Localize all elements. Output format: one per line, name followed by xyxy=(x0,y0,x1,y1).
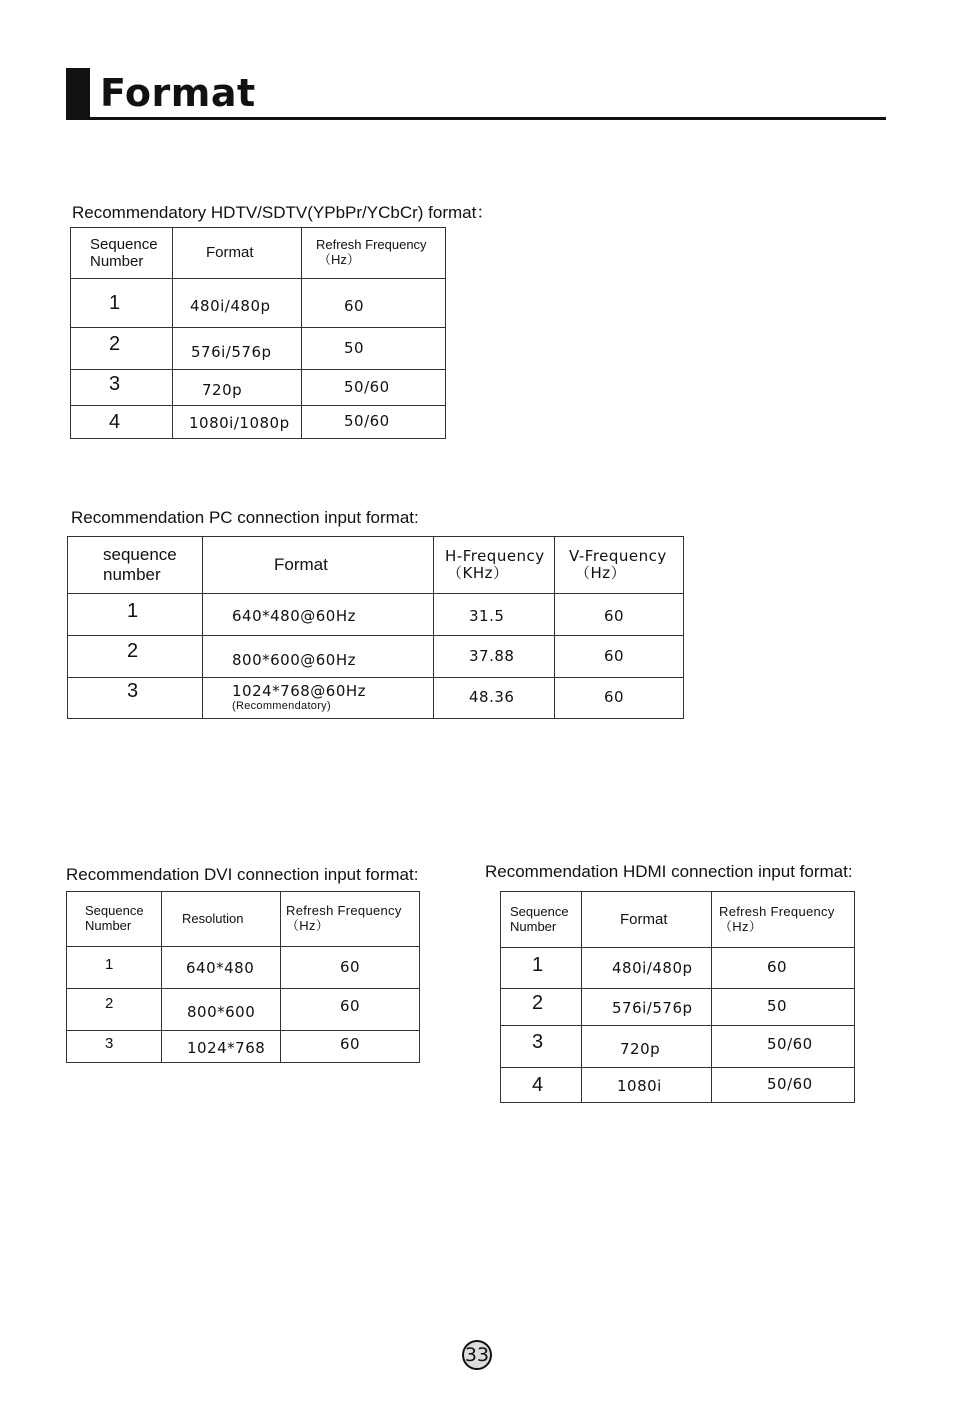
header-refresh-frequency: Refresh Frequency （Hz） xyxy=(281,892,420,947)
heading-bar xyxy=(66,68,90,119)
header-v-frequency: V-Frequency （Hz） xyxy=(555,537,684,594)
hdtv-caption: Recommendatory HDTV/SDTV(YPbPr/YCbCr) format： xyxy=(72,203,494,222)
table-row: 4 1080i 50/60 xyxy=(501,1068,855,1103)
header-format: Format xyxy=(582,892,712,948)
hdmi-table xyxy=(500,891,855,1103)
header-format: Format xyxy=(203,537,434,594)
table-header-row xyxy=(501,892,855,948)
table-row: 1 640*480@60Hz 31.5 60 xyxy=(68,594,684,636)
table-row: 3 1024*768 60 xyxy=(67,1031,420,1063)
table-row: 2 576i/576p 50 xyxy=(71,328,446,370)
table-row: 3 720p 50/60 xyxy=(71,370,446,406)
table-row: 1 640*480 60 xyxy=(67,947,420,989)
page-number: 33 xyxy=(462,1340,492,1370)
hdmi-caption: Recommendation HDMI connection input format: xyxy=(485,862,853,881)
page-title: Format xyxy=(100,71,256,115)
dvi-caption: Recommendation DVI connection input format: xyxy=(66,865,419,884)
table-row: 2 800*600 60 xyxy=(67,989,420,1031)
hdtv-table xyxy=(70,227,446,439)
table-header-row xyxy=(71,228,446,279)
table-row: 4 1080i/1080p 50/60 xyxy=(71,406,446,439)
heading-rule xyxy=(66,117,886,120)
header-refresh-frequency: Refresh Frequency （Hz） xyxy=(302,228,446,279)
pc-table xyxy=(67,536,684,719)
table-row: 3 1024*768@60Hz (Recommendatory) 48.36 60 xyxy=(68,678,684,719)
pc-caption: Recommendation PC connection input format: xyxy=(71,508,419,527)
header-sequence-number: Sequence Number xyxy=(71,228,173,279)
table-row: 2 800*600@60Hz 37.88 60 xyxy=(68,636,684,678)
table-row: 3 720p 50/60 xyxy=(501,1026,855,1068)
table-row: 2 576i/576p 50 xyxy=(501,989,855,1026)
table-header-row xyxy=(67,892,420,947)
header-sequence-number: Sequence Number xyxy=(67,892,162,947)
table-header-row xyxy=(68,537,684,594)
header-format: Format xyxy=(173,228,302,279)
header-sequence-number: Sequence Number xyxy=(501,892,582,948)
dvi-table xyxy=(66,891,420,1063)
table-row: 1 480i/480p 60 xyxy=(71,279,446,328)
header-refresh-frequency: Refresh Frequency （Hz） xyxy=(712,892,855,948)
header-resolution: Resolution xyxy=(162,892,281,947)
table-row: 1 480i/480p 60 xyxy=(501,948,855,989)
header-sequence-number: sequence number xyxy=(68,537,203,594)
header-h-frequency: H-Frequency （KHz） xyxy=(434,537,555,594)
